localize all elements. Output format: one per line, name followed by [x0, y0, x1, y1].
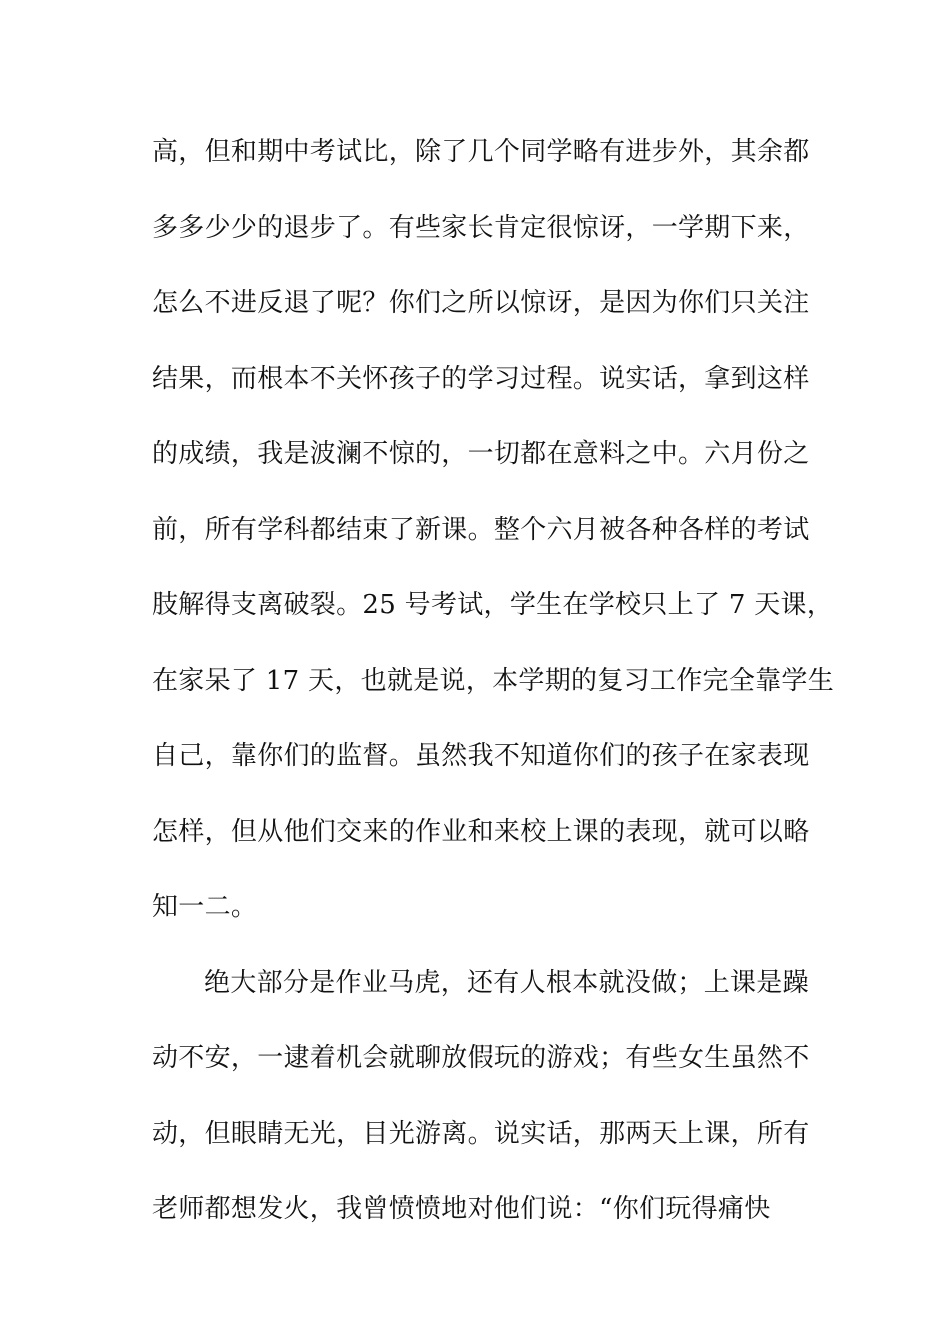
text-line: 怎样，但从他们交来的作业和来校上课的表现，就可以略: [152, 816, 810, 847]
text-line: 肢解得支离破裂。25 号考试，学生在学校只上了 7 天课，: [152, 590, 834, 620]
text-line: 在家呆了 17 天，也就是说，本学期的复习工作完全靠学生: [152, 665, 835, 696]
text-line: 知一二。: [152, 892, 258, 922]
text-line: 自己，靠你们的监督。虽然我不知道你们的孩子在家表现: [152, 741, 810, 771]
text-line: 高，但和期中考试比，除了几个同学略有进步外，其余都: [152, 137, 810, 167]
text-line: 结果，而根本不关怀孩子的学习过程。说实话，拿到这样: [152, 363, 810, 394]
text-line: 多多少少的退步了。有些家长肯定很惊讶，一学期下来，: [152, 212, 810, 243]
text-line: 动，但眼睛无光，目光游离。说实话，那两天上课，所有: [152, 1118, 810, 1149]
text-line: 前，所有学科都结束了新课。整个六月被各种各样的考试: [152, 514, 810, 545]
text-line: 怎么不进反退了呢？你们之所以惊讶，是因为你们只关注: [152, 288, 810, 318]
text-line: 动不安，一逮着机会就聊放假玩的游戏；有些女生虽然不: [152, 1043, 810, 1073]
text-line: 老师都想发火，我曾愤愤地对他们说：“你们玩得痛快: [152, 1194, 771, 1224]
text-line: 的成绩，我是波澜不惊的，一切都在意料之中。六月份之: [152, 439, 810, 469]
body-text: [152, 128, 835, 1261]
paragraph-start-line: 绝大部分是作业马虎，还有人根本就没做；上课是躁: [204, 967, 809, 998]
